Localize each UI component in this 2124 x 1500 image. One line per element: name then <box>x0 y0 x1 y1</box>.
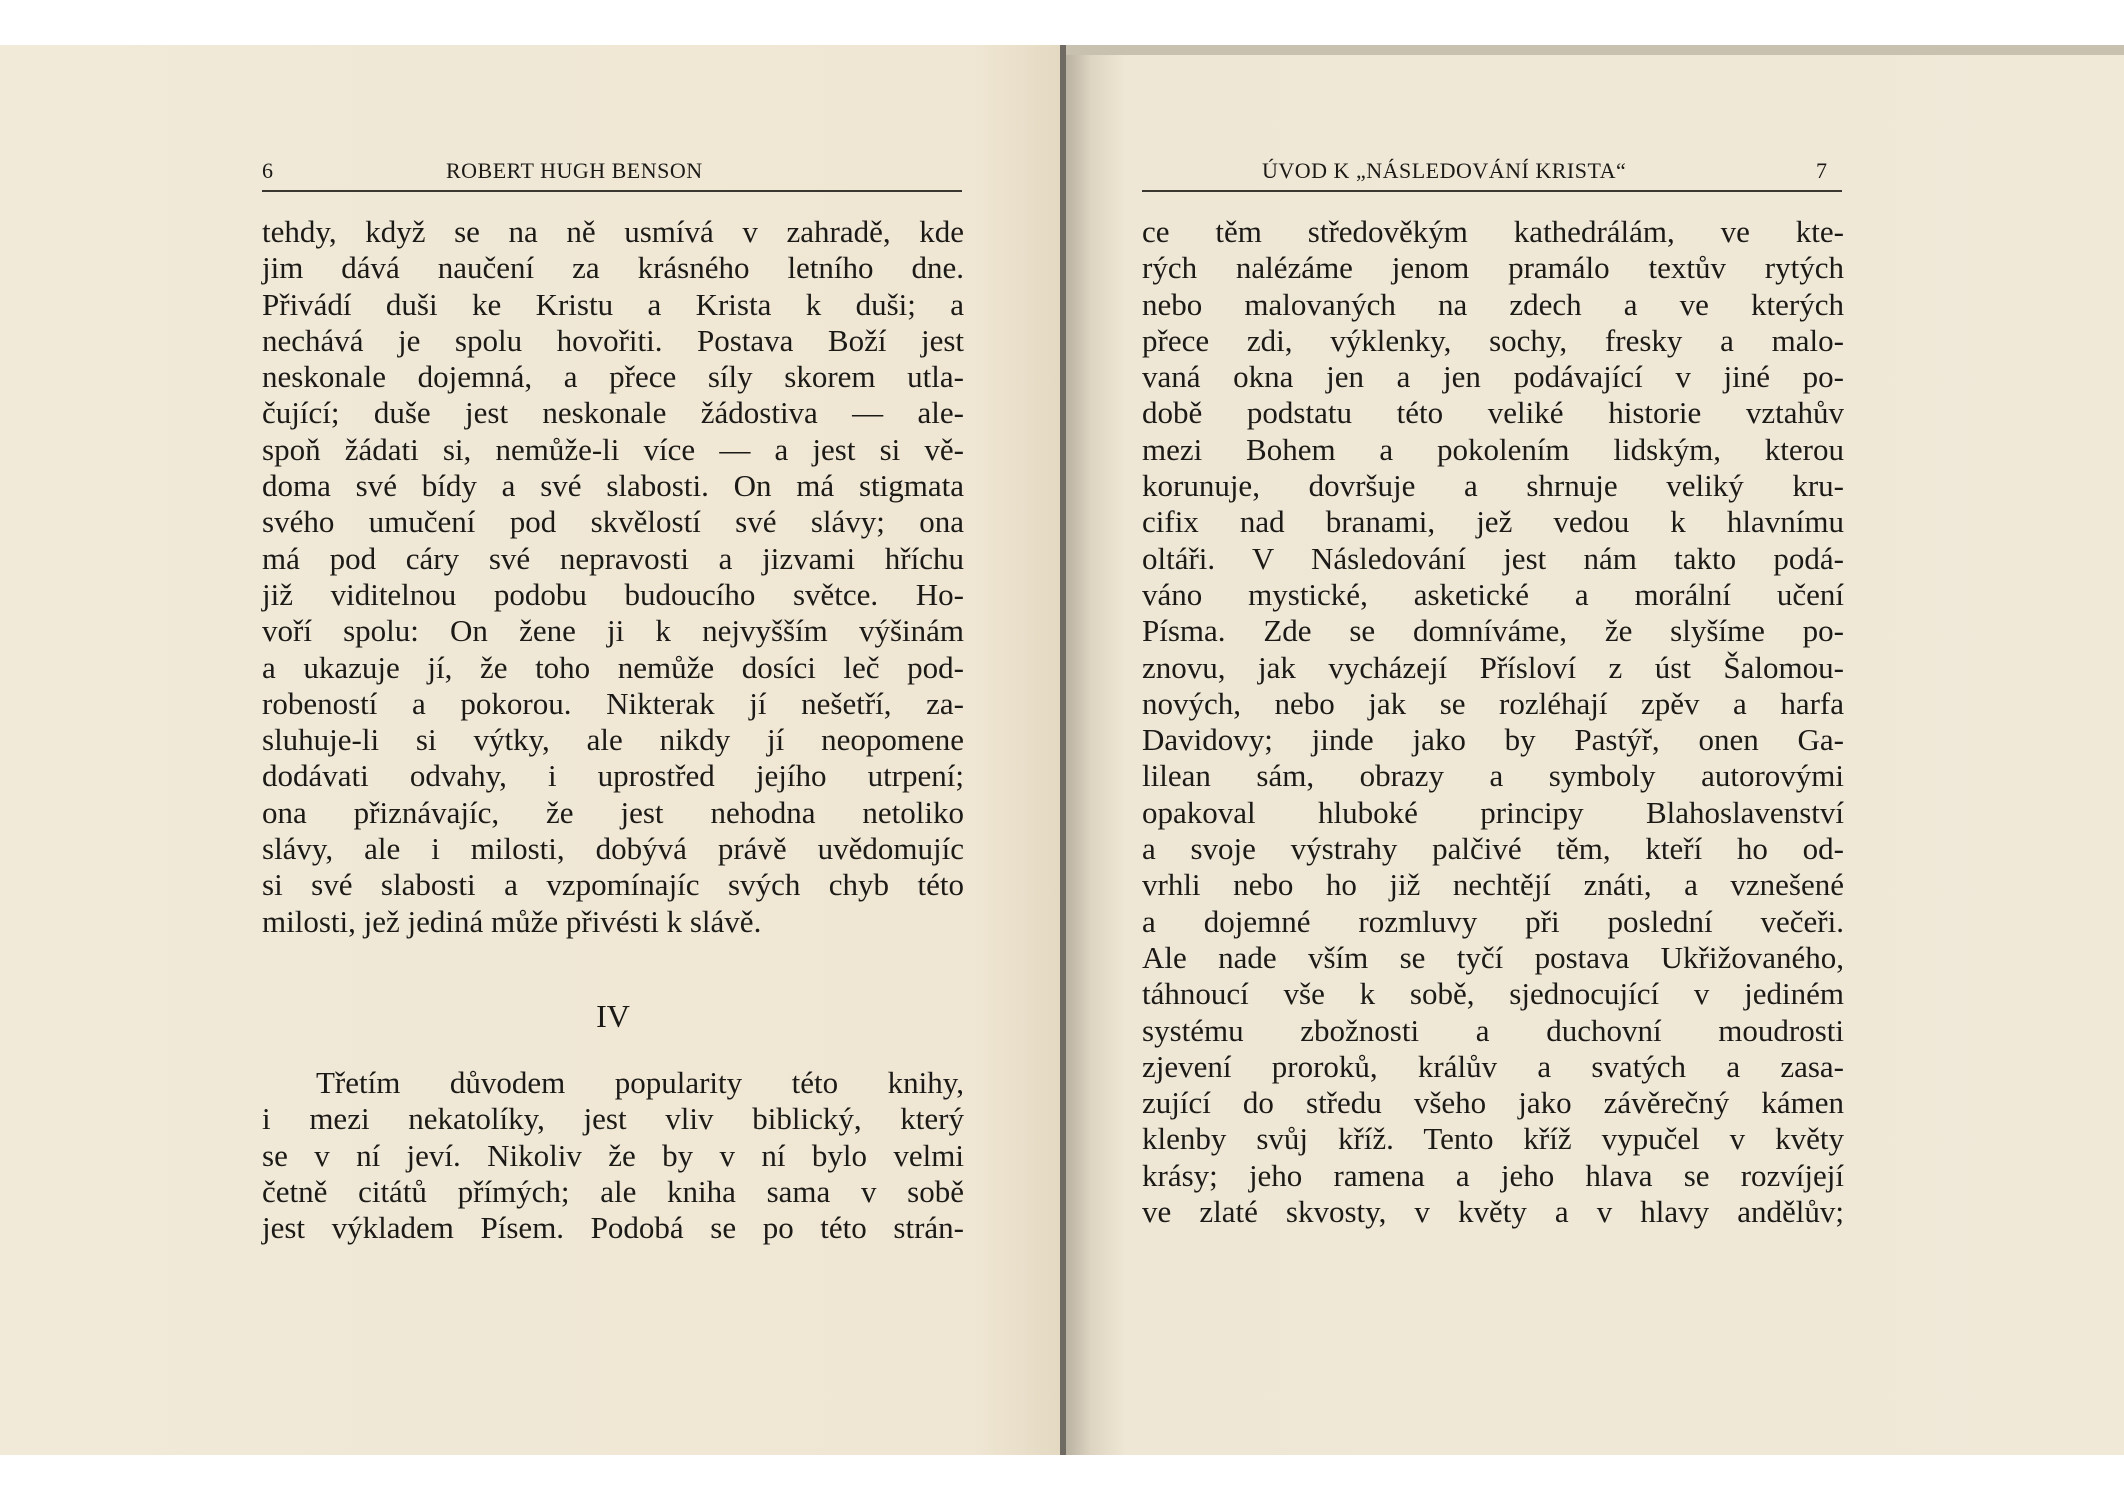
text-line: doma své bídy a své slabosti. On má stigmata <box>262 468 964 504</box>
text-line: i mezi nekatolíky, jest vliv biblický, který <box>262 1101 964 1137</box>
text-line: váno mystické, asketické a morální učení <box>1142 576 1844 612</box>
text-line: nechává je spolu hovořiti. Postava Boží jest <box>262 322 964 358</box>
text-line: přece zdi, výklenky, sochy, fresky a malo- <box>1142 322 1844 358</box>
text-line: svého umučení pod skvělostí své slávy; ona <box>262 504 964 540</box>
text-line: klenby svůj kříž. Tento kříž vypučel v květy <box>1142 1121 1844 1157</box>
text-line: ve zlaté skvosty, v květy a v hlavy andělův; <box>1142 1194 1844 1230</box>
text-line: čující; duše jest neskonale žádostiva — ale- <box>262 395 964 431</box>
right-running-head: ÚVOD K „NÁSLEDOVÁNÍ KRISTA“ <box>1262 158 1627 183</box>
text-line: má pod cáry své nepravosti a jizvami hříchu <box>262 540 964 576</box>
text-line: si své slabosti a vzpomínajíc svých chyb této <box>262 867 964 903</box>
text-line: četně citátů přímých; ale kniha sama v sobě <box>262 1173 964 1209</box>
text-line: dodávati odvahy, i uprostřed jejího utrpení; <box>262 758 964 794</box>
text-line: jest výkladem Písem. Podobá se po této strán- <box>262 1210 964 1246</box>
text-line: oltáři. V Následování jest nám takto podá- <box>1142 540 1844 576</box>
text-line: nebo malovaných na zdech a ve kterých <box>1142 286 1844 322</box>
text-line: a dojemné rozmluvy při poslední večeři. <box>1142 903 1844 939</box>
text-line: táhnoucí vše k sobě, sjednocující v jediném <box>1142 976 1844 1012</box>
left-paragraph-1 <box>262 214 964 940</box>
text-line: a svoje výstrahy palčivé těm, kteří ho od- <box>1142 831 1844 867</box>
text-line: vrhli nebo ho již nechtějí znáti, a vznešené <box>1142 867 1844 903</box>
text-line: vaná okna jen a jen podávající v jiné po- <box>1142 359 1844 395</box>
right-page-number: 7 <box>1816 158 1828 183</box>
text-line: neskonale dojemná, a přece síly skorem utla- <box>262 359 964 395</box>
right-paragraph <box>1142 214 1844 1230</box>
text-line: již viditelnou podobu budoucího světce. Ho- <box>262 576 964 612</box>
text-line: zjevení proroků, králův a svatých a zasa- <box>1142 1048 1844 1084</box>
text-line: Davidovy; jinde jako by Pastýř, onen Ga- <box>1142 722 1844 758</box>
text-line: opakoval hluboké principy Blahoslavenství <box>1142 794 1844 830</box>
text-line: lilean sám, obrazy a symboly autorovými <box>1142 758 1844 794</box>
text-line: voří spolu: On žene ji k nejvyšším výšinám <box>262 613 964 649</box>
text-line: spoň žádati si, nemůže-li více — a jest si vě- <box>262 431 964 467</box>
page-edge-shadow <box>1066 45 2124 55</box>
text-line: slávy, ale i milosti, dobývá právě uvědomujíc <box>262 831 964 867</box>
left-page-number: 6 <box>262 158 274 183</box>
text-line: znovu, jak vycházejí Přísloví z úst Šalomou- <box>1142 649 1844 685</box>
text-line: zující do středu všeho jako závěrečný kámen <box>1142 1085 1844 1121</box>
text-line: Třetím důvodem popularity této knihy, <box>316 1065 964 1100</box>
text-line: tehdy, když se na ně usmívá v zahradě, kde <box>262 214 964 249</box>
text-line: Přivádí duši ke Kristu a Krista k duši; a <box>262 286 964 322</box>
left-running-head: ROBERT HUGH BENSON <box>446 158 703 183</box>
text-line: a ukazuje jí, že toho nemůže dosíci leč pod- <box>262 649 964 685</box>
right-header-rule <box>1142 190 1842 192</box>
text-line: systému zbožnosti a duchovní moudrosti <box>1142 1012 1844 1048</box>
left-header-rule <box>262 190 962 192</box>
text-line: Písma. Zde se domníváme, že slyšíme po- <box>1142 613 1844 649</box>
text-line: Ale nade vším se tyčí postava Ukřižovaného, <box>1142 939 1844 975</box>
text-line: se v ní jeví. Nikoliv že by v ní bylo velmi <box>262 1137 964 1173</box>
text-line: robeností a pokorou. Nikterak jí nešetří, za- <box>262 685 964 721</box>
text-line: nových, nebo jak se rozléhají zpěv a harfa <box>1142 685 1844 721</box>
text-line: sluhuje-li si výtky, ale nikdy jí neopomene <box>262 722 964 758</box>
section-heading-iv: IV <box>596 998 630 1034</box>
text-line: korunuje, dovršuje a shrnuje veliký kru- <box>1142 468 1844 504</box>
text-line: milosti, jež jediná může přivésti k slávě. <box>262 903 762 939</box>
text-line: jim dává naučení za krásného letního dne. <box>262 250 964 286</box>
text-line: době podstatu této veliké historie vztahův <box>1142 395 1844 431</box>
text-line: mezi Bohem a pokolením lidským, kterou <box>1142 431 1844 467</box>
text-line: ce těm středověkým kathedrálám, ve kte- <box>1142 214 1844 249</box>
text-line: ona přiznávajíc, že jest nehodna netoliko <box>262 794 964 830</box>
text-line: krásy; jeho ramena a jeho hlava se rozvíjejí <box>1142 1157 1844 1193</box>
text-line: rých nalézáme jenom pramálo textův rytých <box>1142 250 1844 286</box>
left-paragraph-2 <box>262 1065 964 1246</box>
text-line: cifix nad branami, jež vedou k hlavnímu <box>1142 504 1844 540</box>
